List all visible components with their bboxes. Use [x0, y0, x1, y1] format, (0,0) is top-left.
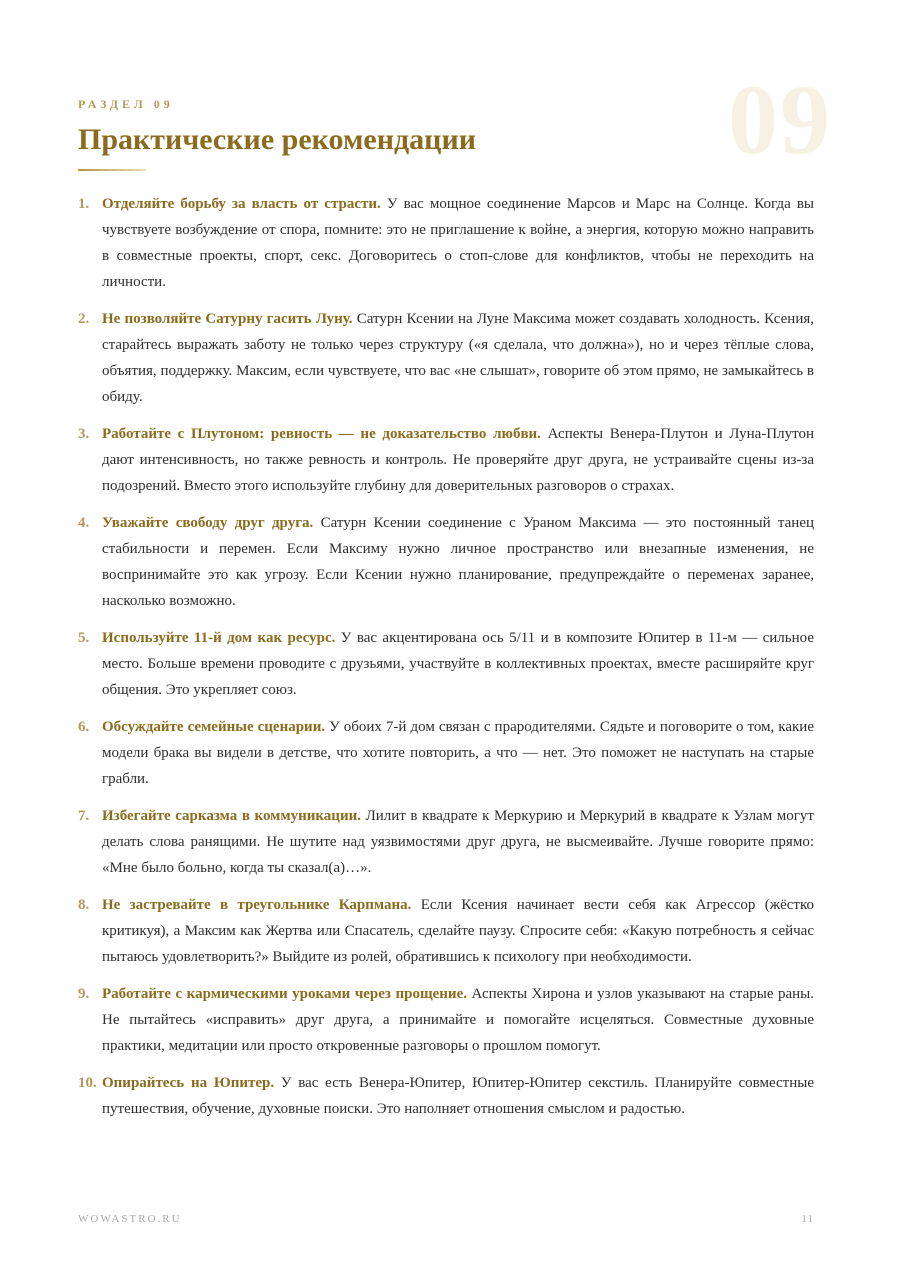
item-number: 4.: [78, 515, 90, 531]
item-number: 2.: [78, 311, 90, 327]
item-number: 8.: [78, 897, 90, 913]
item-text: Сатурн Ксении соединение с Ураном Максима — это постоянный танец стабильности и перемен. Если Максиму нужно личное пространство или внезапные изменения, не воспринимайте это как угрозу. Если Ксении нужно планирование, предупреждайте о переменах заранее, насколько возможно.: [102, 515, 815, 609]
page-title: Практические рекомендации: [78, 123, 477, 156]
item-number: 7.: [78, 808, 90, 824]
recommendation-item: [78, 191, 814, 295]
item-text: Сатурн Ксении на Луне Максима может создавать холодность. Ксения, старайтесь выражать заботу не только через структуру («я сделала, что должна»), но и через тёплые слова, объятия, поддержку. Максим, если чувствуете, что вас «не слышат», говорите об этом прямо, не замыкайтесь в обиду.: [102, 311, 815, 405]
item-title: Не застревайте в треугольнике Карпмана.: [102, 897, 412, 913]
recommendation-item: [78, 421, 814, 499]
item-title: Работайте с Плутоном: ревность — не доказательство любви.: [102, 426, 541, 442]
item-title: Отделяйте борьбу за власть от страсти.: [102, 196, 381, 212]
item-text: Аспекты Хирона и узлов указывают на старые раны. Не пытайтесь «исправить» друг друга, а принимайте и помогайте исцеляться. Совместные духовные практики, медитации или просто откровенные разговоры о прошлом помогут.: [102, 986, 815, 1054]
item-number: 9.: [78, 986, 90, 1002]
item-title: Избегайте сарказма в коммуникации.: [102, 808, 361, 824]
item-text: Лилит в квадрате к Меркурию и Меркурий в квадрате к Узлам могут делать слова ранящими. Не шутите над уязвимостями друг друга, не высмеивайте. Лучше говорите прямо: «Мне было больно, когда ты сказал(а)…».: [102, 808, 814, 876]
item-text: У вас акцентирована ось 5/11 и в композите Юпитер в 11-м — сильное место. Больше времени проводите с друзьями, участвуйте в коллективных проектах, вместе расширяйте круг общения. Это укрепляет союз.: [102, 630, 815, 698]
item-text: Если Ксения начинает вести себя как Агрессор (жёстко критикуя), а Максим как Жертва или Спасатель, сделайте паузу. Спросите себя: «Какую потребность я сейчас пытаюсь удовлетворить?» Выйдите из ролей, обратившись к психологу при необходимости.: [102, 897, 814, 965]
item-number: 6.: [78, 719, 90, 735]
item-number: 1.: [78, 196, 90, 212]
item-number: 3.: [78, 426, 90, 442]
title-underline: [78, 169, 146, 171]
item-text: Аспекты Венера-Плутон и Луна-Плутон дают интенсивность, но также ревность и контроль. Не проверяйте друг друга, не устраивайте сцены из-за подозрений. Вместо этого используйте глубину для доверительных разговоров о страхах.: [102, 426, 814, 494]
item-text: У обоих 7-й дом связан с прародителями. Сядьте и поговорите о том, какие модели брака вы видели в детстве, что хотите повторить, а что — нет. Это поможет не наступать на старые грабли.: [102, 719, 814, 787]
footer-site-name: WOWASTRO.RU: [78, 1213, 182, 1225]
recommendation-item: [78, 306, 814, 410]
footer-page-number: 11: [801, 1213, 814, 1225]
item-text: У вас есть Венера-Юпитер, Юпитер-Юпитер секстиль. Планируйте совместные путешествия, обучение, духовные поиски. Это наполняет отношения смыслом и радостью.: [102, 1075, 814, 1117]
item-title: Используйте 11-й дом как ресурс.: [102, 630, 336, 646]
recommendation-item: [78, 981, 814, 1059]
recommendation-item: [78, 510, 814, 614]
item-title: Уважайте свободу друг друга.: [102, 515, 314, 531]
recommendation-item: [78, 1070, 814, 1122]
item-title: Обсуждайте семейные сценарии.: [102, 719, 326, 735]
item-number: 5.: [78, 630, 90, 646]
recommendation-item: [78, 714, 814, 792]
recommendations-list: [78, 191, 814, 1133]
recommendation-item: [78, 803, 814, 881]
item-title: Опирайтесь на Юпитер.: [102, 1075, 275, 1091]
recommendation-item: [78, 892, 814, 970]
item-number: 10.: [78, 1075, 97, 1091]
item-title: Работайте с кармическими уроками через прощение.: [102, 986, 467, 1002]
item-text: У вас мощное соединение Марсов и Марс на Солнце. Когда вы чувствуете возбуждение от спора, помните: это не приглашение к войне, а энергия, которую можно направить в совместные проекты, спорт, секс. Договоритесь о стоп-слове для конфликтов, чтобы не переходить на личности.: [102, 196, 814, 290]
recommendation-item: [78, 625, 814, 703]
section-label: РАЗДЕЛ 09: [78, 97, 174, 111]
item-title: Не позволяйте Сатурну гасить Луну.: [102, 311, 353, 327]
section-number-watermark: 09: [728, 64, 832, 175]
